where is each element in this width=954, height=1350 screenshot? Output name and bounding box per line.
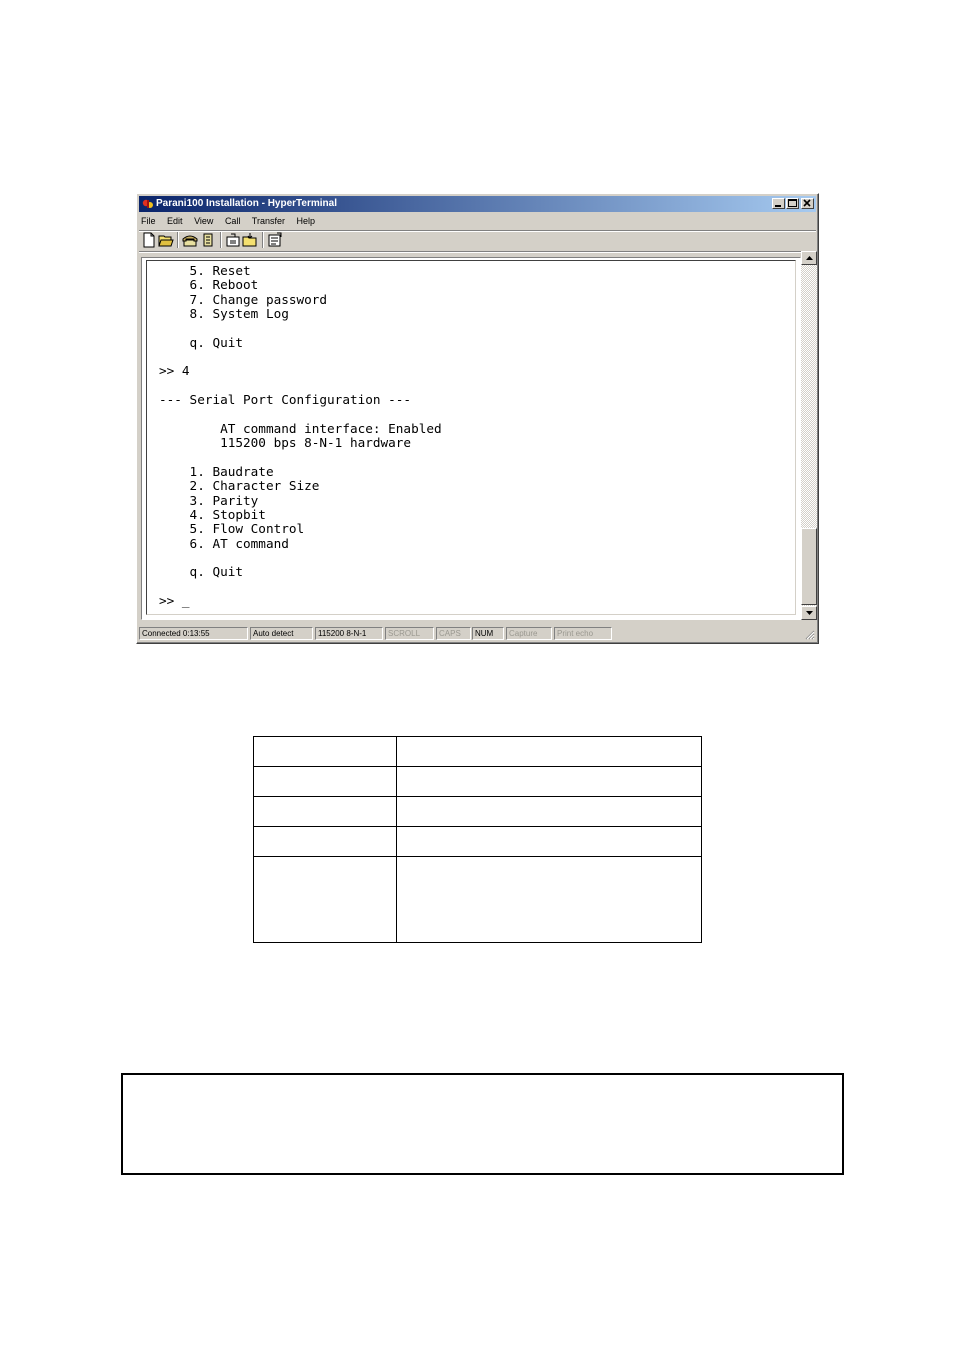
terminal-line: AT command interface: Enabled bbox=[159, 420, 442, 436]
resize-grip-icon[interactable] bbox=[803, 628, 815, 640]
scroll-thumb[interactable] bbox=[801, 528, 817, 605]
table-row bbox=[254, 797, 702, 827]
maximize-icon bbox=[787, 199, 798, 208]
maximize-button[interactable] bbox=[786, 198, 799, 209]
terminal-line: 7. Change password bbox=[159, 291, 328, 307]
open-icon[interactable] bbox=[158, 232, 174, 248]
terminal-output bbox=[159, 264, 442, 608]
new-icon[interactable] bbox=[141, 232, 157, 248]
title-bar[interactable] bbox=[139, 196, 816, 212]
terminal-line: >> 4 bbox=[159, 363, 190, 379]
note-box bbox=[121, 1073, 844, 1175]
terminal-line: 8. System Log bbox=[159, 306, 289, 322]
table-cell bbox=[254, 737, 397, 767]
table-cell bbox=[397, 827, 702, 857]
vertical-scrollbar[interactable] bbox=[801, 251, 817, 620]
menu-edit[interactable]: Edit bbox=[167, 216, 183, 226]
terminal-line: 5. Reset bbox=[159, 263, 251, 278]
properties-icon[interactable] bbox=[267, 232, 283, 248]
terminal-line: 3. Parity bbox=[159, 492, 259, 508]
disconnect-icon[interactable] bbox=[200, 232, 216, 248]
table-row bbox=[254, 767, 702, 797]
table-cell bbox=[254, 827, 397, 857]
menu-file[interactable]: File bbox=[141, 216, 156, 226]
menu-transfer[interactable]: Transfer bbox=[251, 216, 285, 226]
table-row bbox=[254, 857, 702, 943]
scroll-up-button[interactable] bbox=[801, 251, 817, 265]
terminal-line: 6. AT command bbox=[159, 535, 289, 551]
send-icon[interactable] bbox=[225, 232, 241, 248]
hyperterminal-icon bbox=[142, 198, 154, 210]
toolbar-separator bbox=[262, 232, 264, 248]
status-caps: CAPS bbox=[436, 627, 471, 640]
terminal-line: 115200 bps 8-N-1 hardware bbox=[159, 435, 412, 451]
status-capture: Capture bbox=[506, 627, 552, 640]
table-cell bbox=[254, 797, 397, 827]
status-print-echo: Print echo bbox=[554, 627, 612, 640]
status-num: NUM bbox=[472, 627, 504, 640]
receive-icon[interactable] bbox=[242, 232, 258, 248]
toolbar-separator-line bbox=[139, 251, 816, 253]
terminal-line: 5. Flow Control bbox=[159, 521, 305, 537]
call-icon[interactable] bbox=[182, 232, 198, 248]
table-cell bbox=[397, 737, 702, 767]
menu-help[interactable]: Help bbox=[296, 216, 316, 226]
scroll-down-button[interactable] bbox=[801, 606, 817, 620]
terminal-line: --- Serial Port Configuration --- bbox=[159, 392, 412, 408]
table-row bbox=[254, 737, 702, 767]
table-cell bbox=[397, 797, 702, 827]
arrow-down-icon bbox=[806, 611, 813, 615]
terminal-line: 2. Character Size bbox=[159, 478, 320, 494]
table-cell bbox=[254, 767, 397, 797]
arrow-up-icon bbox=[806, 256, 813, 260]
menu-view[interactable]: View bbox=[194, 216, 214, 226]
terminal-line: 4. Stopbit bbox=[159, 506, 266, 522]
menu-bar bbox=[141, 214, 324, 229]
settings-table bbox=[253, 736, 702, 943]
status-bar bbox=[139, 626, 816, 641]
hyperterminal-window bbox=[136, 193, 819, 644]
table-cell bbox=[397, 857, 702, 943]
terminal-area[interactable] bbox=[141, 257, 801, 620]
table-row bbox=[254, 827, 702, 857]
toolbar-separator bbox=[220, 232, 222, 248]
window-title: Parani100 Installation - HyperTerminal bbox=[156, 198, 337, 209]
table-cell bbox=[254, 857, 397, 943]
status-detect: Auto detect bbox=[250, 627, 313, 640]
terminal-screen[interactable] bbox=[146, 260, 796, 615]
close-button[interactable] bbox=[801, 198, 814, 209]
toolbar-separator bbox=[177, 232, 179, 248]
table-cell bbox=[397, 767, 702, 797]
status-connected: Connected 0:13:55 bbox=[139, 627, 248, 640]
terminal-line: 1. Baudrate bbox=[159, 463, 274, 479]
close-icon bbox=[802, 199, 813, 208]
terminal-line: q. Quit bbox=[159, 334, 244, 350]
terminal-line: >> _ bbox=[159, 592, 190, 608]
status-scroll: SCROLL bbox=[385, 627, 434, 640]
minimize-button[interactable] bbox=[772, 198, 785, 209]
terminal-line: q. Quit bbox=[159, 564, 244, 580]
status-settings: 115200 8-N-1 bbox=[315, 627, 383, 640]
menu-call[interactable]: Call bbox=[224, 216, 241, 226]
terminal-line: 6. Reboot bbox=[159, 277, 259, 293]
minimize-icon bbox=[773, 199, 784, 208]
